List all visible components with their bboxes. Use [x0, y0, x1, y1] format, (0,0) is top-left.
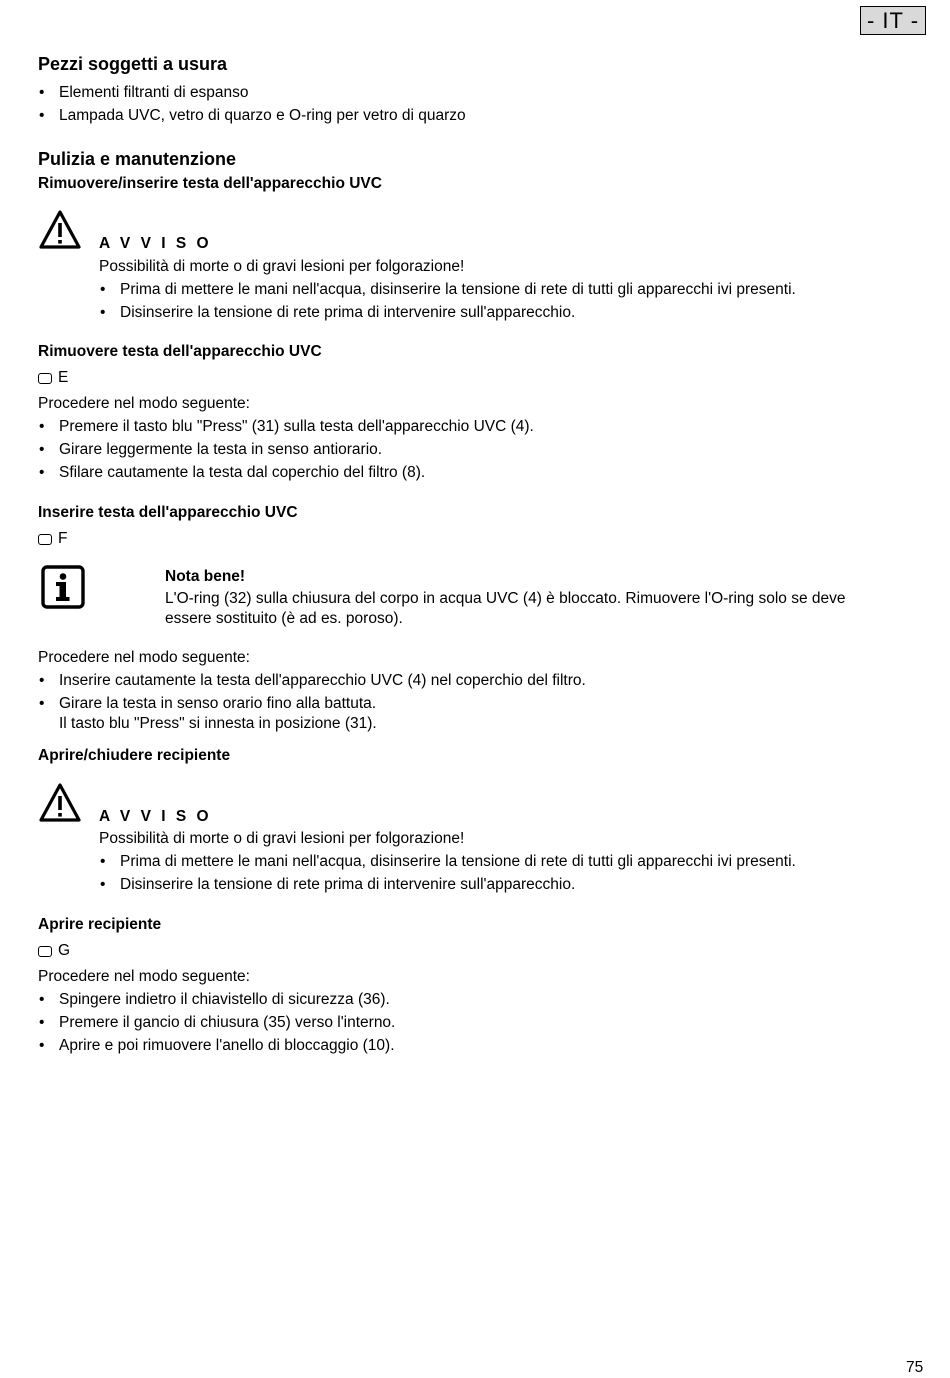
list-item: • Prima di mettere le mani nell'acqua, disinserire la tensione di rete di tutti gli apparecchi ivi presenti.: [99, 852, 899, 872]
list-item: • Disinserire la tensione di rete prima di intervenire sull'apparecchio.: [99, 303, 899, 323]
figure-ref: [38, 368, 68, 388]
insert-head-title: Inserire testa dell'apparecchio UVC: [38, 504, 298, 521]
procedure-intro: Procedere nel modo seguente:: [38, 395, 250, 412]
list-item: • Premere il gancio di chiusura (35) verso l'interno.: [38, 1013, 898, 1033]
open-container-title: Aprire recipiente: [38, 916, 162, 933]
note-text: [165, 589, 925, 629]
list-item: • Inserire cautamente la testa dell'apparecchio UVC (4) nel coperchio del filtro.: [38, 671, 898, 691]
language-badge: - IT -: [860, 6, 926, 35]
wear-parts-list: [38, 83, 898, 126]
list-item: • Aprire e poi rimuovere l'anello di bloccaggio (10).: [38, 1036, 898, 1056]
open-container-steps: [38, 990, 898, 1056]
book-icon: [38, 373, 52, 384]
list-item: • Elementi filtranti di espanso: [38, 83, 898, 103]
warning-triangle-icon: [38, 209, 82, 251]
list-item: • Lampada UVC, vetro di quarzo e O-ring per vetro di quarzo: [38, 106, 898, 126]
list-item: • Prima di mettere le mani nell'acqua, disinserire la tensione di rete di tutti gli apparecchi ivi presenti.: [99, 280, 899, 300]
list-item: • Premere il tasto blu "Press" (31) sulla testa dell'apparecchio UVC (4).: [38, 417, 898, 437]
note-line: essere sostituito (è ad es. poroso).: [165, 610, 403, 627]
warning-list: [99, 280, 899, 323]
section-subtitle-head: Rimuovere/inserire testa dell'apparecchio UVC: [38, 175, 382, 192]
figure-ref: [38, 529, 67, 549]
procedure-intro: Procedere nel modo seguente:: [38, 968, 250, 985]
note-title: Nota bene!: [165, 568, 246, 585]
section-title-cleaning: Pulizia e manutenzione: [38, 149, 237, 169]
step-line: Il tasto blu "Press" si innesta in posizione (31).: [59, 715, 377, 732]
warning-label: A V V I S O: [99, 808, 212, 825]
figure-label: F: [58, 530, 68, 547]
warning-triangle-icon: [38, 782, 82, 824]
section-title-wear-parts: Pezzi soggetti a usura: [38, 54, 228, 74]
note-line: L'O-ring (32) sulla chiusura del corpo in acqua UVC (4) è bloccato. Rimuovere l'O-ring solo se deve: [165, 590, 846, 607]
book-icon: [38, 946, 52, 957]
step-line: • Girare la testa in senso orario fino alla battuta.: [59, 695, 377, 712]
remove-head-title: Rimuovere testa dell'apparecchio UVC: [38, 343, 322, 360]
warning-text: Possibilità di morte o di gravi lesioni per folgorazione!: [99, 830, 465, 847]
figure-ref: [38, 941, 70, 961]
warning-label: A V V I S O: [99, 235, 212, 252]
info-icon: [41, 565, 85, 609]
warning-text: Possibilità di morte o di gravi lesioni per folgorazione!: [99, 258, 465, 275]
insert-head-steps: [38, 671, 898, 734]
remove-head-steps: [38, 417, 898, 483]
procedure-intro: Procedere nel modo seguente:: [38, 649, 250, 666]
figure-label: E: [58, 369, 69, 386]
page-number: 75: [906, 1359, 924, 1376]
list-item: [38, 694, 898, 734]
list-item: • Sfilare cautamente la testa dal coperchio del filtro (8).: [38, 463, 898, 483]
list-item: • Girare leggermente la testa in senso antiorario.: [38, 440, 898, 460]
list-item: • Spingere indietro il chiavistello di sicurezza (36).: [38, 990, 898, 1010]
warning-list: [99, 852, 899, 895]
list-item: • Disinserire la tensione di rete prima di intervenire sull'apparecchio.: [99, 875, 899, 895]
open-close-title: Aprire/chiudere recipiente: [38, 747, 231, 764]
figure-label: G: [58, 942, 71, 959]
book-icon: [38, 534, 52, 545]
